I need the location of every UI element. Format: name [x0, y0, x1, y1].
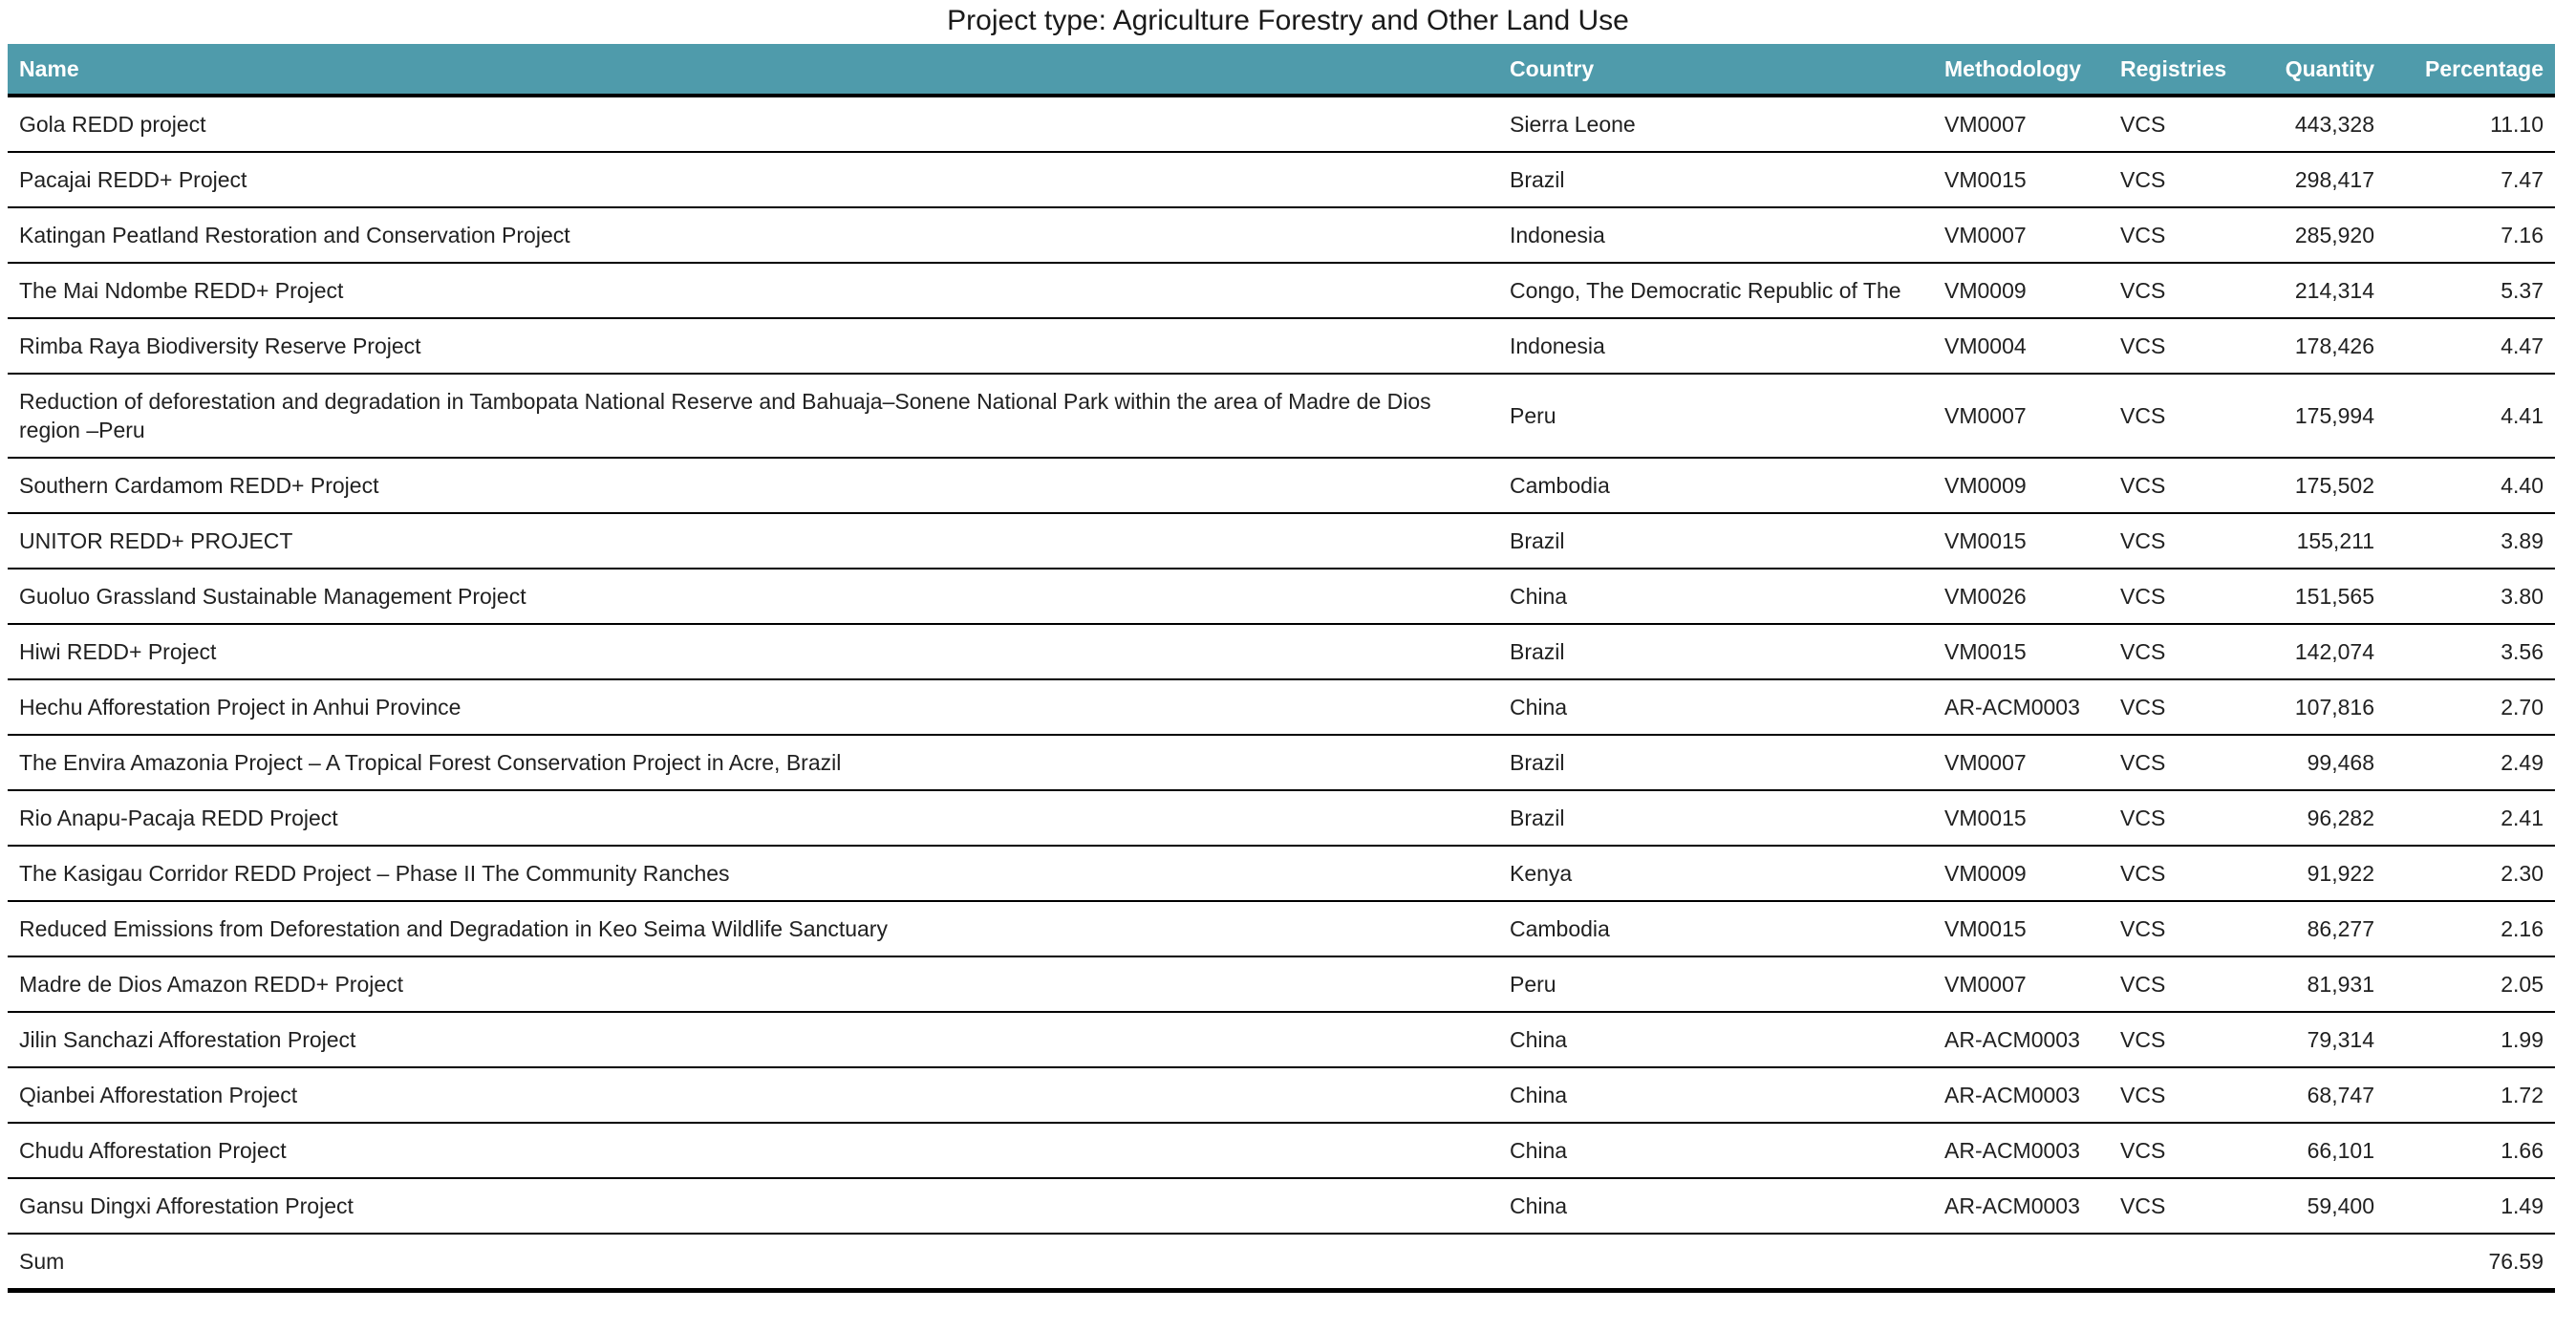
- table-row: [8, 1123, 2555, 1178]
- cell-country: China: [1498, 569, 1933, 624]
- cell-methodology: VM0007: [1933, 735, 2109, 790]
- cell-name: Jilin Sanchazi Afforestation Project: [8, 1012, 1498, 1067]
- cell-country: China: [1498, 1123, 1933, 1178]
- cell-name: The Envira Amazonia Project – A Tropical Forest Conservation Project in Acre, Brazil: [8, 735, 1498, 790]
- table-row: [8, 956, 2555, 1012]
- cell-registries: VCS: [2109, 1123, 2250, 1178]
- table-sum-row: [8, 1234, 2555, 1291]
- cell-country: Cambodia: [1498, 901, 1933, 956]
- table-row: [8, 318, 2555, 374]
- table-row: [8, 735, 2555, 790]
- cell-percentage: 1.72: [2374, 1067, 2555, 1123]
- cell-quantity: 285,920: [2250, 207, 2374, 263]
- cell-percentage: 4.40: [2374, 458, 2555, 513]
- column-header-country: Country: [1498, 44, 1933, 96]
- cell-quantity: [2250, 1234, 2374, 1291]
- cell-name: Madre de Dios Amazon REDD+ Project: [8, 956, 1498, 1012]
- cell-registries: VCS: [2109, 956, 2250, 1012]
- cell-quantity: 178,426: [2250, 318, 2374, 374]
- cell-country: Brazil: [1498, 790, 1933, 846]
- cell-methodology: VM0015: [1933, 624, 2109, 679]
- cell-name: Rio Anapu-Pacaja REDD Project: [8, 790, 1498, 846]
- cell-methodology: [1933, 1234, 2109, 1291]
- table-row: [8, 624, 2555, 679]
- cell-quantity: 59,400: [2250, 1178, 2374, 1234]
- cell-percentage: 2.41: [2374, 790, 2555, 846]
- table-row: [8, 513, 2555, 569]
- cell-registries: VCS: [2109, 513, 2250, 569]
- cell-country: Sierra Leone: [1498, 96, 1933, 152]
- table-row: [8, 846, 2555, 901]
- cell-methodology: AR-ACM0003: [1933, 1123, 2109, 1178]
- cell-country: Brazil: [1498, 513, 1933, 569]
- column-header-registries: Registries: [2109, 44, 2250, 96]
- cell-name: The Kasigau Corridor REDD Project – Phase II The Community Ranches: [8, 846, 1498, 901]
- cell-country: China: [1498, 1178, 1933, 1234]
- cell-registries: VCS: [2109, 735, 2250, 790]
- cell-methodology: VM0015: [1933, 513, 2109, 569]
- cell-name: Sum: [8, 1234, 1498, 1291]
- cell-methodology: VM0009: [1933, 458, 2109, 513]
- projects-table: [8, 44, 2555, 1293]
- table-row: [8, 901, 2555, 956]
- table-row: [8, 1012, 2555, 1067]
- cell-name: The Mai Ndombe REDD+ Project: [8, 263, 1498, 318]
- column-header-methodology: Methodology: [1933, 44, 2109, 96]
- cell-percentage: 11.10: [2374, 96, 2555, 152]
- cell-name: Gansu Dingxi Afforestation Project: [8, 1178, 1498, 1234]
- cell-registries: VCS: [2109, 207, 2250, 263]
- cell-country: [1498, 1234, 1933, 1291]
- cell-percentage: 5.37: [2374, 263, 2555, 318]
- table-header-row: [8, 44, 2555, 96]
- cell-quantity: 151,565: [2250, 569, 2374, 624]
- cell-quantity: 175,502: [2250, 458, 2374, 513]
- cell-quantity: 142,074: [2250, 624, 2374, 679]
- cell-methodology: VM0004: [1933, 318, 2109, 374]
- cell-name: Gola REDD project: [8, 96, 1498, 152]
- cell-quantity: 443,328: [2250, 96, 2374, 152]
- cell-registries: VCS: [2109, 679, 2250, 735]
- cell-name: Reduction of deforestation and degradation in Tambopata National Reserve and Bahuaja–Sonene National Park within the area of Madre de Dios region –Peru: [8, 374, 1498, 458]
- table-body: [8, 96, 2555, 1291]
- cell-country: Kenya: [1498, 846, 1933, 901]
- cell-name: Qianbei Afforestation Project: [8, 1067, 1498, 1123]
- cell-methodology: VM0009: [1933, 263, 2109, 318]
- cell-quantity: 155,211: [2250, 513, 2374, 569]
- cell-methodology: AR-ACM0003: [1933, 679, 2109, 735]
- cell-country: China: [1498, 679, 1933, 735]
- cell-percentage: 4.41: [2374, 374, 2555, 458]
- cell-quantity: 68,747: [2250, 1067, 2374, 1123]
- column-header-name: Name: [8, 44, 1498, 96]
- table-row: [8, 790, 2555, 846]
- cell-methodology: VM0007: [1933, 207, 2109, 263]
- table-row: [8, 263, 2555, 318]
- cell-methodology: VM0007: [1933, 96, 2109, 152]
- cell-registries: VCS: [2109, 790, 2250, 846]
- cell-quantity: 66,101: [2250, 1123, 2374, 1178]
- table-row: [8, 96, 2555, 152]
- table-row: [8, 569, 2555, 624]
- table-row: [8, 152, 2555, 207]
- cell-country: China: [1498, 1012, 1933, 1067]
- cell-registries: VCS: [2109, 846, 2250, 901]
- cell-quantity: 298,417: [2250, 152, 2374, 207]
- cell-country: Indonesia: [1498, 318, 1933, 374]
- cell-registries: VCS: [2109, 96, 2250, 152]
- cell-registries: VCS: [2109, 569, 2250, 624]
- cell-registries: VCS: [2109, 263, 2250, 318]
- column-header-percentage: Percentage: [2374, 44, 2555, 96]
- cell-quantity: 99,468: [2250, 735, 2374, 790]
- cell-name: Hiwi REDD+ Project: [8, 624, 1498, 679]
- cell-methodology: AR-ACM0003: [1933, 1012, 2109, 1067]
- cell-country: Indonesia: [1498, 207, 1933, 263]
- cell-quantity: 91,922: [2250, 846, 2374, 901]
- cell-percentage: 3.80: [2374, 569, 2555, 624]
- cell-methodology: VM0015: [1933, 152, 2109, 207]
- cell-percentage: 3.89: [2374, 513, 2555, 569]
- cell-methodology: AR-ACM0003: [1933, 1178, 2109, 1234]
- cell-percentage: 2.05: [2374, 956, 2555, 1012]
- cell-methodology: VM0026: [1933, 569, 2109, 624]
- cell-registries: VCS: [2109, 374, 2250, 458]
- cell-name: Hechu Afforestation Project in Anhui Province: [8, 679, 1498, 735]
- cell-percentage: 76.59: [2374, 1234, 2555, 1291]
- cell-country: Brazil: [1498, 735, 1933, 790]
- cell-quantity: 107,816: [2250, 679, 2374, 735]
- cell-registries: VCS: [2109, 458, 2250, 513]
- table-row: [8, 1067, 2555, 1123]
- cell-percentage: 2.16: [2374, 901, 2555, 956]
- cell-registries: [2109, 1234, 2250, 1291]
- cell-registries: VCS: [2109, 901, 2250, 956]
- cell-registries: VCS: [2109, 1012, 2250, 1067]
- cell-quantity: 175,994: [2250, 374, 2374, 458]
- cell-quantity: 79,314: [2250, 1012, 2374, 1067]
- cell-percentage: 4.47: [2374, 318, 2555, 374]
- table-row: [8, 207, 2555, 263]
- cell-name: Chudu Afforestation Project: [8, 1123, 1498, 1178]
- cell-percentage: 2.70: [2374, 679, 2555, 735]
- cell-country: Brazil: [1498, 152, 1933, 207]
- cell-percentage: 2.30: [2374, 846, 2555, 901]
- cell-quantity: 86,277: [2250, 901, 2374, 956]
- cell-country: Peru: [1498, 374, 1933, 458]
- cell-name: Katingan Peatland Restoration and Conservation Project: [8, 207, 1498, 263]
- table-row: [8, 1178, 2555, 1234]
- cell-name: Guoluo Grassland Sustainable Management Project: [8, 569, 1498, 624]
- cell-country: Brazil: [1498, 624, 1933, 679]
- cell-percentage: 7.47: [2374, 152, 2555, 207]
- cell-percentage: 1.99: [2374, 1012, 2555, 1067]
- cell-registries: VCS: [2109, 1178, 2250, 1234]
- cell-registries: VCS: [2109, 624, 2250, 679]
- cell-quantity: 81,931: [2250, 956, 2374, 1012]
- cell-country: Congo, The Democratic Republic of The: [1498, 263, 1933, 318]
- cell-registries: VCS: [2109, 152, 2250, 207]
- cell-country: China: [1498, 1067, 1933, 1123]
- table-row: [8, 458, 2555, 513]
- cell-registries: VCS: [2109, 318, 2250, 374]
- cell-country: Cambodia: [1498, 458, 1933, 513]
- cell-methodology: VM0007: [1933, 956, 2109, 1012]
- cell-name: Rimba Raya Biodiversity Reserve Project: [8, 318, 1498, 374]
- cell-percentage: 3.56: [2374, 624, 2555, 679]
- cell-methodology: AR-ACM0003: [1933, 1067, 2109, 1123]
- cell-methodology: VM0015: [1933, 790, 2109, 846]
- cell-methodology: VM0015: [1933, 901, 2109, 956]
- column-header-quantity: Quantity: [2250, 44, 2374, 96]
- cell-percentage: 7.16: [2374, 207, 2555, 263]
- cell-quantity: 214,314: [2250, 263, 2374, 318]
- cell-name: Reduced Emissions from Deforestation and Degradation in Keo Seima Wildlife Sanctuary: [8, 901, 1498, 956]
- cell-name: UNITOR REDD+ PROJECT: [8, 513, 1498, 569]
- page-title: Project type: Agriculture Forestry and Other Land Use: [947, 5, 1629, 36]
- cell-percentage: 1.66: [2374, 1123, 2555, 1178]
- cell-percentage: 1.49: [2374, 1178, 2555, 1234]
- cell-country: Peru: [1498, 956, 1933, 1012]
- cell-methodology: VM0009: [1933, 846, 2109, 901]
- cell-percentage: 2.49: [2374, 735, 2555, 790]
- cell-registries: VCS: [2109, 1067, 2250, 1123]
- table-row: [8, 679, 2555, 735]
- cell-methodology: VM0007: [1933, 374, 2109, 458]
- cell-name: Southern Cardamom REDD+ Project: [8, 458, 1498, 513]
- cell-quantity: 96,282: [2250, 790, 2374, 846]
- table-row: [8, 374, 2555, 458]
- cell-name: Pacajai REDD+ Project: [8, 152, 1498, 207]
